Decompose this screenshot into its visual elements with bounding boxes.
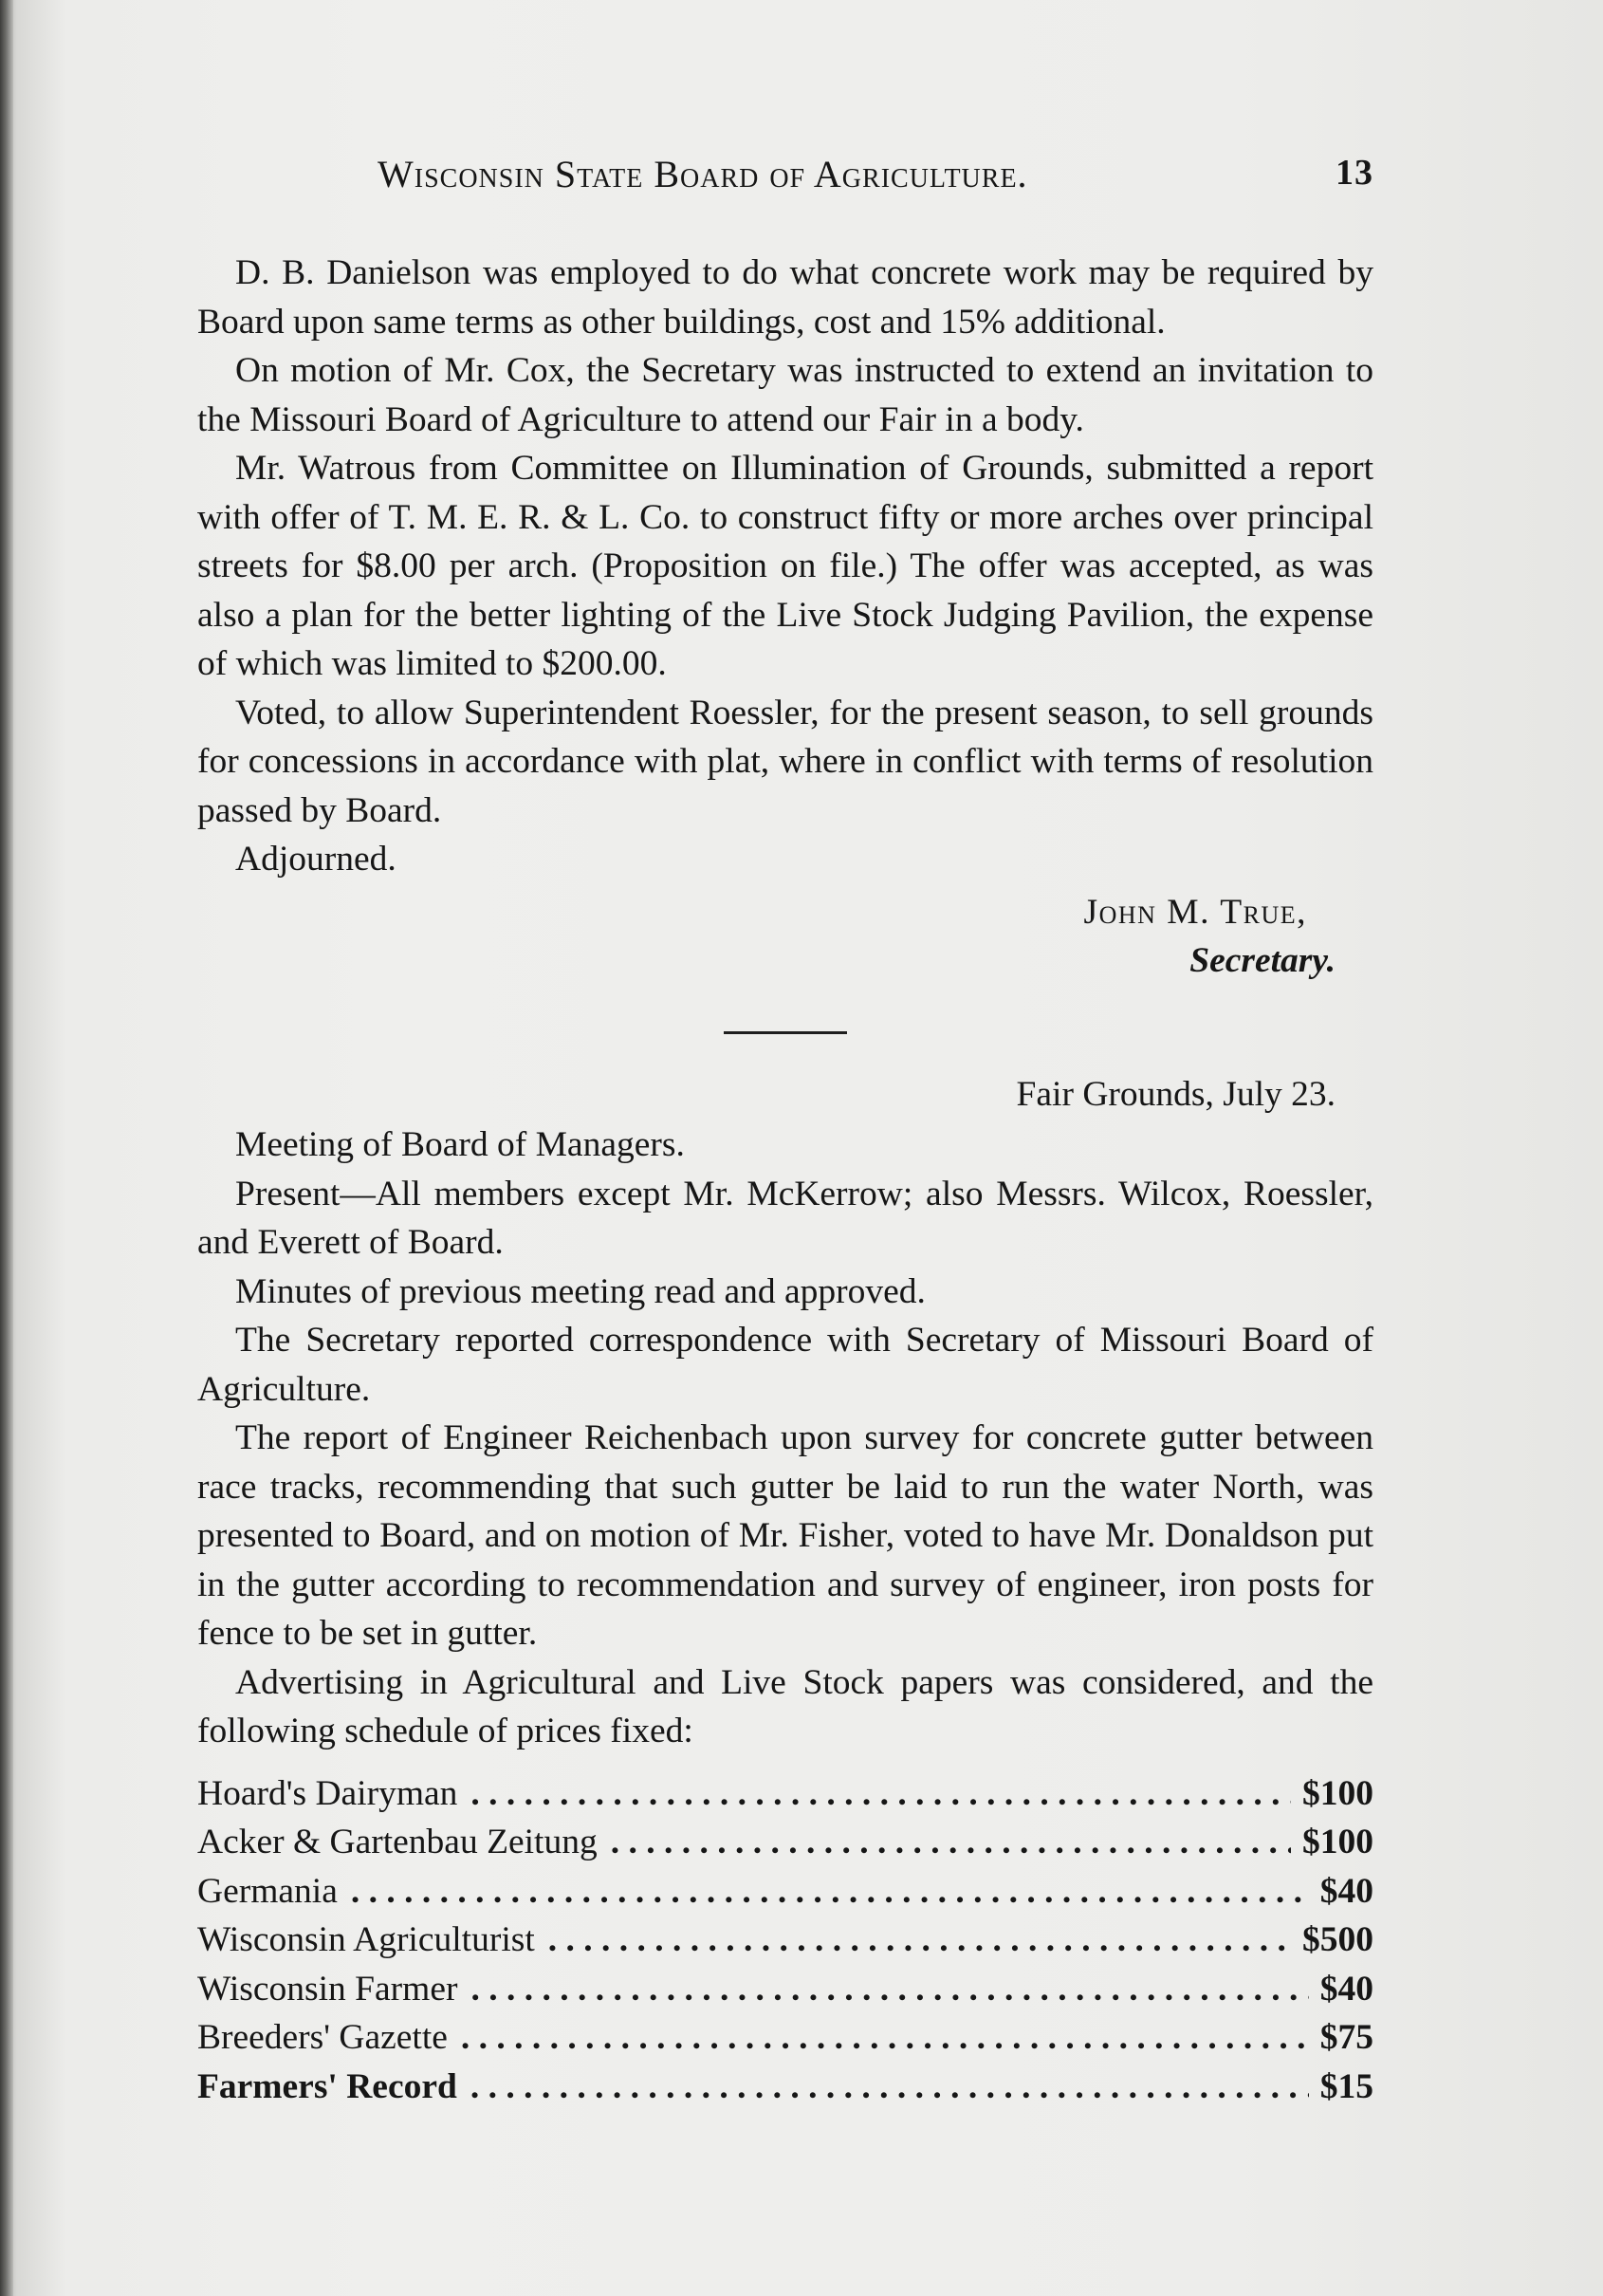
price-schedule [197, 1769, 1373, 2112]
publication-price: $40 [1319, 1871, 1373, 1911]
dateline: Fair Grounds, July 23. [1016, 1074, 1336, 1114]
dot-leader [548, 1916, 1291, 1965]
signature-role: Secretary. [1189, 941, 1336, 980]
page-content [197, 0, 1373, 2296]
paragraph: D. B. Danielson was employed to do what concrete work may be required by Board upon same terms as other buildings, cost and 15% additional. [197, 253, 1373, 342]
header-title: Wisconsin State Board of Agriculture. [378, 153, 1028, 195]
body-text [197, 249, 1373, 2111]
paragraph: Minutes of previous meeting read and approved. [235, 1271, 926, 1311]
publication-price: $75 [1319, 2018, 1373, 2057]
price-row [197, 2013, 1373, 2063]
publication-name: Hoard's Dairyman [197, 1773, 458, 1813]
paragraph: Voted, to allow Superintendent Roessler, for the present season, to sell grounds for concessions in accordance with plat, where in conflict with terms of resolution passed by Board. [197, 693, 1373, 830]
price-row [197, 1916, 1373, 1965]
price-row [197, 1769, 1373, 1819]
price-row [197, 1965, 1373, 2014]
dot-leader [470, 2063, 1309, 2112]
section-divider [724, 1031, 847, 1034]
dot-leader [461, 2013, 1309, 2063]
publication-name: Wisconsin Agriculturist [197, 1920, 535, 1959]
page-number: 13 [1336, 153, 1373, 193]
dot-leader [351, 1867, 1309, 1916]
dot-leader [611, 1818, 1291, 1867]
paragraph: Advertising in Agricultural and Live Stock papers was considered, and the following schedule of prices fixed: [197, 1662, 1373, 1750]
paragraph: Adjourned. [235, 840, 396, 879]
signature-block [197, 888, 1373, 986]
paragraph: Present—All members except Mr. McKerrow; also Messrs. Wilcox, Roessler, and Everett of Board. [197, 1174, 1373, 1262]
signature-name: John M. True, [1083, 892, 1307, 932]
publication-name: Wisconsin Farmer [197, 1969, 458, 2009]
price-row [197, 1867, 1373, 1916]
publication-name: Farmers' Record [197, 2066, 457, 2106]
paragraph: Mr. Watrous from Committee on Illumination of Grounds, submitted a report with offer of T. M. E. R. & L. Co. to construct fifty or more arches over principal streets for $8.00 per arch. (Proposition on file.) The offer was accepted, as was also a plan for the better lighting of the Live Stock Judging Pavilion, the expense of which was limited to $200.00. [197, 449, 1373, 683]
binding-shadow [0, 0, 13, 2296]
running-header [378, 152, 1373, 196]
dot-leader [470, 1769, 1291, 1819]
publication-price: $100 [1302, 1773, 1373, 1813]
price-row [197, 1818, 1373, 1867]
publication-name: Acker & Gartenbau Zeitung [197, 1823, 598, 1861]
paragraph: On motion of Mr. Cox, the Secretary was instructed to extend an invitation to the Missouri Board of Agriculture to attend our Fair in a body. [197, 351, 1373, 439]
publication-name: Germania [197, 1871, 338, 1911]
paragraph: Meeting of Board of Managers. [235, 1125, 685, 1164]
paragraph: The Secretary reported correspondence with Secretary of Missouri Board of Agriculture. [197, 1321, 1373, 1409]
publication-name: Breeders' Gazette [197, 2018, 448, 2057]
paragraph: The report of Engineer Reichenbach upon survey for concrete gutter between race tracks, recommending that such gutter be laid to run the water North, was presented to Board, and on motion of Mr. Fisher, voted to have Mr. Donaldson put in the gutter according to recommendation and survey of engineer, iron posts for fence to be set in gutter. [197, 1418, 1373, 1653]
publication-price: $100 [1302, 1823, 1373, 1861]
publication-price: $500 [1302, 1920, 1373, 1959]
price-row [197, 2063, 1373, 2112]
dot-leader [470, 1965, 1308, 2014]
publication-price: $15 [1319, 2066, 1373, 2106]
publication-price: $40 [1319, 1969, 1373, 2009]
